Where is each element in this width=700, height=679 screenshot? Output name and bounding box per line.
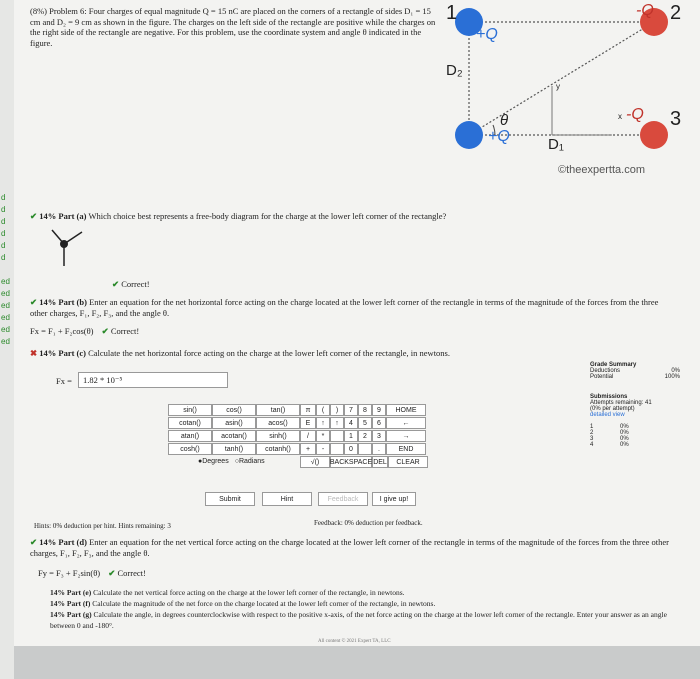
sidebar-mark: d [1,241,6,250]
key-end[interactable]: END [386,443,426,455]
part-e-question: Calculate the net vertical force acting on the charge at the lower left corner of the rectangle, in newtons. [93,588,405,597]
key-rparen[interactable]: ) [330,404,344,416]
part-f-question: Calculate the magnitude of the net force on the charge located at the lower left corner of the rectangle, in newtons. [92,599,436,608]
x-icon: ✖ [30,348,38,358]
label-d2: D₂ [446,62,463,79]
label-neg-q-top: -Q [636,2,654,19]
part-b-answer: Fx = F₁ + F₂cos(θ) ✔ Correct! [30,326,140,336]
give-up-button[interactable]: I give up! [372,492,416,506]
angle-mode: ● Degrees ○ Radians [168,456,300,468]
key-8[interactable]: 8 [358,404,372,416]
detailed-view-link[interactable]: detailed view [590,412,625,418]
label-3: 3 [670,108,682,130]
key-asin[interactable]: asin() [212,417,256,429]
key-multiply[interactable]: * [316,430,330,442]
key-home[interactable]: HOME [386,404,426,416]
key-blank[interactable] [330,443,344,455]
part-c-var: Fx = [56,376,72,386]
key-3[interactable]: 3 [372,430,386,442]
key-up[interactable]: ↑ [330,417,344,429]
bottom-toolbar [14,646,700,679]
sidebar-mark: ed [1,289,10,298]
key-7[interactable]: 7 [344,404,358,416]
part-g-label: 14% Part (g) [50,610,92,619]
part-c-label: 14% Part (c) [39,348,86,358]
part-d [30,537,680,558]
part-b-label: 14% Part (b) [39,297,87,307]
key-backspace[interactable]: BACKSPACE [330,456,372,468]
key-clear[interactable]: CLEAR [388,456,428,468]
sidebar-mark: d [1,229,6,238]
part-g-question: Calculate the angle, in degrees counterclockwise with respect to the positive x-axis, of the net force acting on the charge at the lower left corner of the rectangle. Enter your answer as an angle between 0 and -180°. [50,610,667,630]
sidebar-mark: d [1,205,6,214]
key-cotan[interactable]: cotan() [168,417,212,429]
key-5[interactable]: 5 [358,417,372,429]
key-minus[interactable]: - [316,443,330,455]
footer: All content © 2021 Expert TA, LLC [318,639,391,644]
key-2[interactable]: 2 [358,430,372,442]
submissions-title: Submissions [590,394,628,400]
key-6[interactable]: 6 [372,417,386,429]
key-decimal[interactable]: . [372,443,386,455]
watermark: ©theexpertta.com [558,164,645,176]
part-d-answer: Fy = F₃ + F₂sin(θ) ✔ Correct! [38,568,146,578]
keypad-row [168,430,456,442]
submission-row: 1 0% [590,424,629,430]
key-sinh[interactable]: sinh() [256,430,300,442]
key-up[interactable]: ↑ [316,417,330,429]
hints-text: Hints: 0% deduction per hint. Hints remaining: 3 [34,522,171,530]
part-e [50,588,680,599]
label-neg-q-bottom: -Q [626,106,644,123]
radians-radio[interactable]: ○ [234,457,239,465]
sidebar-mark: ed [1,277,10,286]
sidebar-strip [0,0,14,679]
part-d-label: 14% Part (d) [39,537,87,547]
part-c-question: Calculate the net horizontal force acting on the charge at the lower left corner of the rectangle, in newtons. [88,348,450,358]
sidebar-mark: d [1,217,6,226]
potential-row: Potential 100% [590,374,680,380]
problem-statement: (8%) Problem 6: Four charges of equal magnitude Q = 15 nC are placed on the corners of a rectangle of sides D₁ = 15 cm and D₂ = 9 cm as shown in the figure. The charges on the left side of the rectangle are positive while the charges on the right side of the rectangle are negative. For this problem, use the coordinate system and angle θ indicated in the figure. [30,6,436,48]
label-x: x [618,112,622,121]
key-cos[interactable]: cos() [212,404,256,416]
key-blank[interactable] [330,430,344,442]
key-cosh[interactable]: cosh() [168,443,212,455]
part-c [30,348,590,359]
key-tan[interactable]: tan() [256,404,300,416]
part-b [30,297,670,318]
part-g [50,610,680,631]
submission-table [590,424,680,448]
check-icon: ✔ [112,279,120,289]
sidebar-mark: ed [1,313,10,322]
part-f [50,599,680,610]
part-d-question: Enter an equation for the net vertical force acting on the charge located at the lower left corner of the rectangle in terms of the magnitude of the forces from the three other charges, F₁, F₂, F₃, and the angle θ. [30,537,670,558]
keypad-row [168,456,456,468]
key-left[interactable]: ← [386,417,426,429]
label-2: 2 [670,2,682,24]
check-icon: ✔ [108,568,116,578]
attempts-remaining: Attempts remaining: 41 [590,400,652,406]
keypad-row [168,443,456,455]
part-a-question: Which choice best represents a free-body diagram for the charge at the lower left corner of the rectangle? [88,211,447,221]
submission-row: 3 0% [590,436,629,442]
check-icon: ✔ [30,537,38,547]
charge-bottom-left [455,121,483,149]
key-acos[interactable]: acos() [256,417,300,429]
label-pos-q-top: +Q [476,26,498,43]
grade-summary [590,362,680,448]
check-icon: ✔ [101,326,109,336]
part-a [30,211,590,222]
check-icon: ✔ [30,211,38,221]
hint-button[interactable]: Hint [262,492,312,506]
key-acotan[interactable]: acotan() [212,430,256,442]
key-divide[interactable]: / [300,430,316,442]
label-d1: D₁ [548,136,564,153]
charge-bottom-right [640,121,668,149]
key-0[interactable]: 0 [344,443,358,455]
key-right[interactable]: → [386,430,426,442]
key-atan[interactable]: atan() [168,430,212,442]
per-attempt: (0% per attempt) [590,406,635,412]
deductions-row: Deductions 0% [590,368,680,374]
part-a-status: ✔ Correct! [112,279,150,289]
key-pi[interactable]: π [300,404,316,416]
key-e[interactable]: E [300,417,316,429]
sidebar-mark: d [1,193,6,202]
submission-row: 2 0% [590,430,629,436]
sidebar-mark: ed [1,337,10,346]
key-9[interactable]: 9 [372,404,386,416]
free-body-diagram [50,222,90,272]
key-lparen[interactable]: ( [316,404,330,416]
keypad [168,404,456,469]
key-4[interactable]: 4 [344,417,358,429]
degrees-radio[interactable]: ● [198,457,203,465]
part-a-label: 14% Part (a) [39,211,87,221]
label-1: 1 [446,2,458,24]
label-theta: θ [500,112,509,129]
label-pos-q-bottom: +Q [488,128,510,145]
grade-title: Grade Summary [590,362,637,368]
submission-row: 4 0% [590,442,629,448]
sidebar-mark: d [1,253,6,262]
sidebar-mark: ed [1,301,10,310]
label-y: y [556,82,560,91]
part-e-label: 14% Part (e) [50,588,92,597]
check-icon: ✔ [30,297,38,307]
feedback-button[interactable]: Feedback [318,492,368,506]
keypad-row [168,417,456,429]
key-sqrt[interactable]: √() [300,456,330,468]
answer-input[interactable]: 1.82 * 10⁻⁵ [78,372,228,388]
part-f-label: 14% Part (f) [50,599,91,608]
key-cotanh[interactable]: cotanh() [256,443,300,455]
key-plus[interactable]: + [300,443,316,455]
keypad-row [168,404,456,416]
key-1[interactable]: 1 [344,430,358,442]
problem-figure [440,0,686,185]
key-del[interactable]: DEL [372,456,388,468]
key-blank[interactable] [358,443,372,455]
key-sin[interactable]: sin() [168,404,212,416]
submit-button[interactable]: Submit [205,492,255,506]
part-b-question: Enter an equation for the net horizontal force acting on the charge located at the lower left corner of the rectangle in terms of the magnitude of the forces from the three other charges, F₁, F₂, F₃, and the angle θ. [30,297,659,318]
key-tanh[interactable]: tanh() [212,443,256,455]
sidebar-mark: ed [1,325,10,334]
feedback-text: Feedback: 0% deduction per feedback. [314,519,423,527]
